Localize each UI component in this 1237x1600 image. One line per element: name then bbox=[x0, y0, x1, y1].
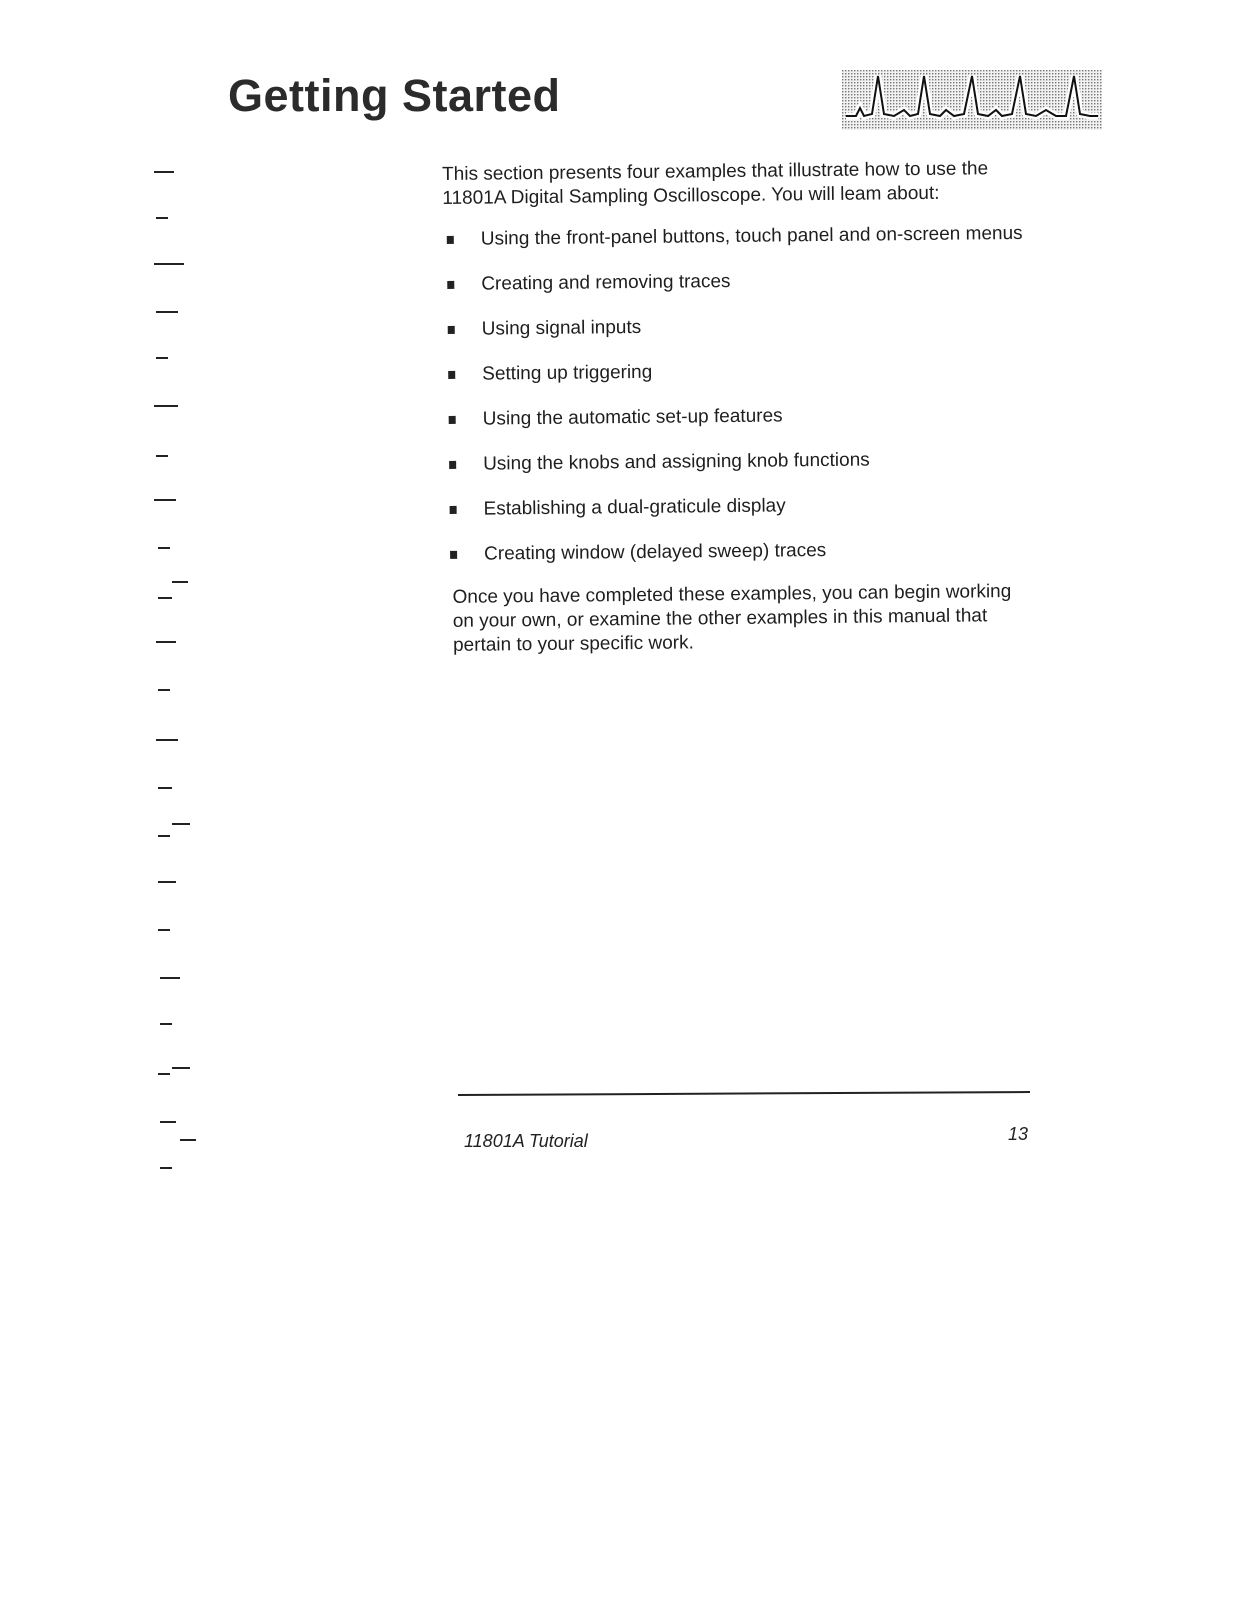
bullet-icon bbox=[447, 236, 454, 244]
footer-divider bbox=[458, 1091, 1030, 1096]
list-item-text: Using the knobs and assigning knob functions bbox=[483, 449, 870, 475]
oscilloscope-waveform-icon bbox=[842, 70, 1102, 130]
intro-paragraph: This section presents four examples that illustrate how to use the 11801A Digital Sampling Oscilloscope. You will leam about: bbox=[442, 158, 989, 209]
bullet-icon bbox=[447, 281, 454, 289]
bullet-icon bbox=[450, 506, 457, 514]
bullet-icon bbox=[448, 326, 455, 334]
list-item bbox=[446, 537, 1026, 567]
list-item bbox=[444, 312, 1024, 342]
bullet-icon bbox=[450, 551, 457, 559]
list-item-text: Setting up triggering bbox=[482, 361, 653, 385]
list-item bbox=[444, 357, 1024, 387]
body-text bbox=[442, 157, 1027, 658]
list-item bbox=[445, 402, 1025, 432]
page-edge-marks bbox=[150, 160, 210, 1190]
bullet-icon bbox=[449, 416, 456, 424]
closing-paragraph: Once you have completed these examples, you can begin working on your own, or examine the other examples in this manual that pertain to your specific work. bbox=[452, 581, 1012, 656]
bullet-icon bbox=[449, 461, 456, 469]
topic-list bbox=[443, 222, 1027, 567]
bullet-icon bbox=[448, 371, 455, 379]
list-item-text: Using signal inputs bbox=[481, 316, 642, 340]
list-item-text: Establishing a dual-graticule display bbox=[483, 495, 786, 520]
footer-doc-title: 11801A Tutorial bbox=[464, 1131, 588, 1151]
list-item bbox=[443, 267, 1023, 297]
list-item bbox=[443, 222, 1023, 252]
page-number: 13 bbox=[1008, 1124, 1029, 1144]
list-item bbox=[445, 447, 1025, 477]
list-item bbox=[446, 492, 1026, 522]
list-item-text: Using the front-panel buttons, touch panel and on-screen menus bbox=[480, 222, 1023, 250]
list-item-text: Creating window (delayed sweep) traces bbox=[483, 539, 827, 565]
list-item-text: Creating and removing traces bbox=[481, 270, 731, 295]
list-item-text: Using the automatic set-up features bbox=[482, 405, 783, 430]
page-title: Getting Started bbox=[228, 70, 561, 121]
